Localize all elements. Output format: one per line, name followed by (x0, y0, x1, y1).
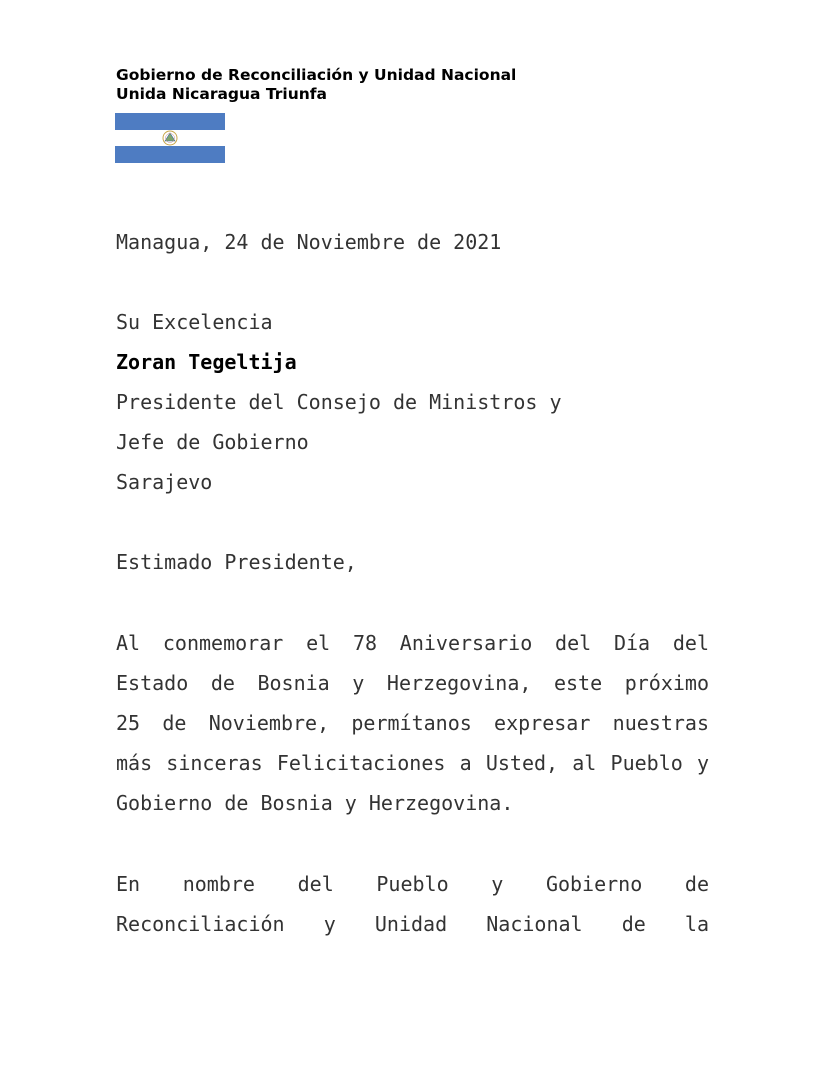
recipient-city: Sarajevo (116, 470, 213, 494)
letterhead (116, 66, 516, 104)
paragraph-congratulations (116, 623, 709, 823)
paragraph-line: más sinceras Felicitaciones a Usted, al Pueblo y (116, 751, 709, 775)
recipient-position-cont: Jefe de Gobierno (116, 430, 309, 454)
recipient-position: Presidente del Consejo de Ministros y (116, 390, 562, 414)
letterhead-government-name: Gobierno de Reconciliación y Unidad Nacional (116, 66, 517, 84)
paragraph-line: Reconciliación y Unidad Nacional de la (116, 912, 709, 936)
paragraph-line: Estado de Bosnia y Herzegovina, este próximo (116, 671, 709, 695)
recipient-name: Zoran Tegeltija (116, 350, 297, 374)
paragraph-line: 25 de Noviembre, permítanos expresar nuestras (116, 711, 709, 735)
nicaragua-flag-icon (115, 113, 225, 163)
letterhead-slogan: Unida Nicaragua Triunfa (116, 85, 328, 103)
paragraph-line: En nombre del Pueblo y Gobierno de (116, 872, 709, 896)
paragraph-line: Gobierno de Bosnia y Herzegovina. (116, 791, 514, 815)
paragraph-line: Al conmemorar el 78 Aniversario del Día del (116, 631, 709, 655)
date-line: Managua, 24 de Noviembre de 2021 (116, 230, 502, 254)
recipient-title: Su Excelencia (116, 310, 273, 334)
paragraph-on-behalf (116, 864, 709, 944)
greeting: Estimado Presidente, (116, 550, 357, 574)
